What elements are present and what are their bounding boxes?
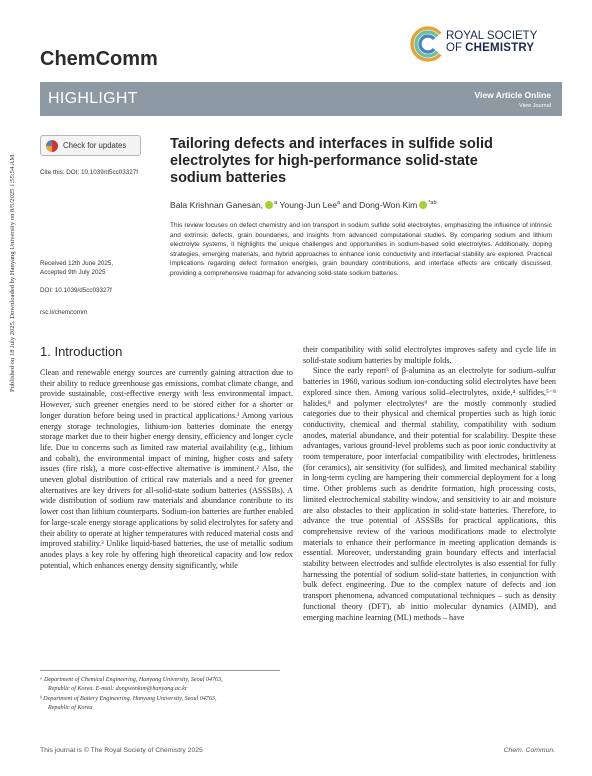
paragraph: Since the early report³ of β-alumina as an electrolyte for sodium–sulfur batteries in 1960, various sodium ion-conducting solid electrolytes have been explored since then. Among various solid–electrolytes, oxide,⁴ sulfides,⁵⁻⁸ halides,⁸ and polymer electrolytes⁹ are the mostly commonly studied categories due to their physical and chemical properties such as high ionic conductivity, chemical and thermal stability, compatibility with sodium anodes, material abundance, and their potential for scalability. Despite these advantages, various ground-level problems such as poor ionic conductivity at room temperature, poor interfacial compatibility with electrodes, brittleness (for ceramics), air sensitivity (for sulfides), and limited mechanical stability in long-term cycling are hampering their commercial deployment for a long time. Other problems such as dendrite formation, high processing costs, limited electrochemical stability window, and sensitivity to air and moisture are also obstacles to their application in solid-state batteries. Therefore, to advance the true potential of ASSSBs for practical applications, this comprehensive review of the various modifications made to electrolyte materials to enhance their performance in meeting application demands is essential. Moreover, understanding grain boundary effects and interfacial stability between electrodes and sulfide electrolytes is also essential for fully harnessing the potential of sodium solid-state batteries, in conjunction with bulk defect engineering. Due to the complex nature of defects and ion transport phenomena, advanced computational techniques – such as density functional theory (DFT), ab initio molecular dynamics (AIMD), and emerging machine learning (ML) methods – have	[303, 366, 556, 622]
section-heading: 1. Introduction	[40, 344, 123, 359]
paragraph: Clean and renewable energy sources are currently gaining attraction due to their ability to reduce greenhouse gas emissions, combat climate change, and provide sustainable, cost-effective energy with less environmental impact. However, such greener energies need to be stored either for a shorter or longer duration before being used in practical applications.¹ Among various energy storage technologies, lithium-ion batteries dominate the energy storage market due to their higher energy density, efficiency and longer cycle life. Due to concerns such as limited raw material availability (e.g., lithium and cobalt), the environmental impact of mining, higher costs and safety issues (fire risk), a more cost-effective alternative is imminent.² Also, the uneven global distribution of critical raw materials and a need for greener alternatives are key drivers for all-solid-state sodium batteries (ASSSBs). A wide distribution of sodium raw materials and abundance contribute to its lower cost than lithium counterparts. Sodium-ion batteries are further enabled for large-scale energy storage applications by solid electrolytes for safety and their ability to operate at higher temperatures with reduced material costs and improved stability.³ Unlike liquid-based batteries, the use of metallic sodium anodes plays a key role by offering high theoretical capacity and low redox potential, which enhances energy density significantly, while	[40, 368, 293, 570]
article-type-label: HIGHLIGHT	[48, 90, 138, 107]
author-2-affil: a	[336, 200, 341, 207]
view-journal-link[interactable]: View Journal	[519, 103, 551, 109]
publisher-line-2	[446, 42, 537, 54]
footnote-divider	[40, 670, 280, 671]
journal-name: ChemComm	[40, 48, 158, 70]
orcid-icon[interactable]	[265, 201, 273, 209]
paragraph: their compatibility with solid electrolytes improves safety and cycle life in solid-state sodium batteries by multiple folds.	[303, 345, 556, 365]
crossmark-icon	[46, 140, 58, 152]
body-column-right	[303, 345, 556, 623]
cite-this: Cite this: DOI: 10.1039/d5cc03327f	[40, 169, 139, 176]
article-type-banner	[40, 82, 562, 116]
copyright-footer: This journal is © The Royal Society of Chemistry 2025	[40, 747, 203, 754]
author-list	[170, 200, 437, 210]
footnote-a-line-2: Republic of Korea. E-mail: dongwonkim@hanyang.ac.kr	[48, 685, 188, 692]
article-title: Tailoring defects and interfaces in sulfide solid electrolytes for high-performance solid-state sodium batteries	[170, 136, 493, 186]
affiliation-footnotes	[40, 676, 293, 714]
logo-arc	[420, 36, 434, 52]
author-3[interactable]: Dong-Won Kim	[359, 200, 418, 210]
view-article-online-link[interactable]: View Article Online	[474, 90, 551, 100]
author-3-affil: *ab	[428, 200, 437, 207]
footnote-b-line-1: ᵇ Department of Battery Engineering, Hanyang University, Seoul 04763,	[40, 696, 217, 703]
author-separator: and	[340, 200, 360, 210]
footnote-a-line-1: ᵃ Department of Chemical Engineering, Hanyang University, Seoul 04763,	[40, 677, 223, 683]
orcid-icon[interactable]	[419, 201, 427, 209]
footnote-b-line-2: Republic of Korea	[48, 704, 93, 711]
journal-url[interactable]: rsc.li/chemcomm	[40, 309, 88, 316]
author-1-affil: a	[274, 200, 278, 207]
publisher-line-2-bold: CHEMISTRY	[465, 42, 535, 54]
received-date: Received 12th June 2025,	[40, 260, 114, 267]
footnote-b	[40, 695, 293, 712]
download-stamp	[0, 92, 14, 392]
publisher-line-1: ROYAL SOCIETY	[446, 30, 538, 42]
footnote-a	[40, 676, 293, 693]
check-for-updates-button[interactable]	[40, 135, 141, 156]
abstract: This review focuses on defect chemistry and ion transport in sodium sulfide solid electrolytes, emphasizing the influence of intrinsic and extrinsic defects, grain boundaries, and insights from advanced computational studies. By comparing sodium and lithium electrolyte systems, it highlights the unique challenges and opportunities in sodium-based solid electrolytes. Additionally, doping strategies, emerging materials, and hybrid approaches to enhance ionic conductivity and interfacial stability are explored. Practical implications regarding defect formation energies, grain boundary contributions, and interface effects are critically discussed, providing a comprehensive roadmap for advancing solid-state sodium batteries.	[170, 222, 552, 277]
author-1[interactable]: Bala Krishnan Ganesan,	[170, 200, 264, 210]
download-stamp-text: Published on 18 July 2025. Downloaded by Hanyang University on 8/5/2025 1:55:54 AM.	[9, 153, 16, 392]
journal-footer: Chem. Commun.	[503, 747, 555, 754]
accepted-date: Accepted 9th July 2025	[40, 269, 106, 276]
publisher-name	[446, 30, 537, 54]
doi[interactable]: DOI: 10.1039/d5cc03327f	[40, 287, 112, 294]
check-for-updates-label: Check for updates	[63, 141, 127, 150]
author-2[interactable]: Young-Jun Lee	[279, 200, 337, 210]
publisher-line-2-prefix: OF	[446, 42, 466, 54]
body-column-left	[40, 368, 293, 571]
